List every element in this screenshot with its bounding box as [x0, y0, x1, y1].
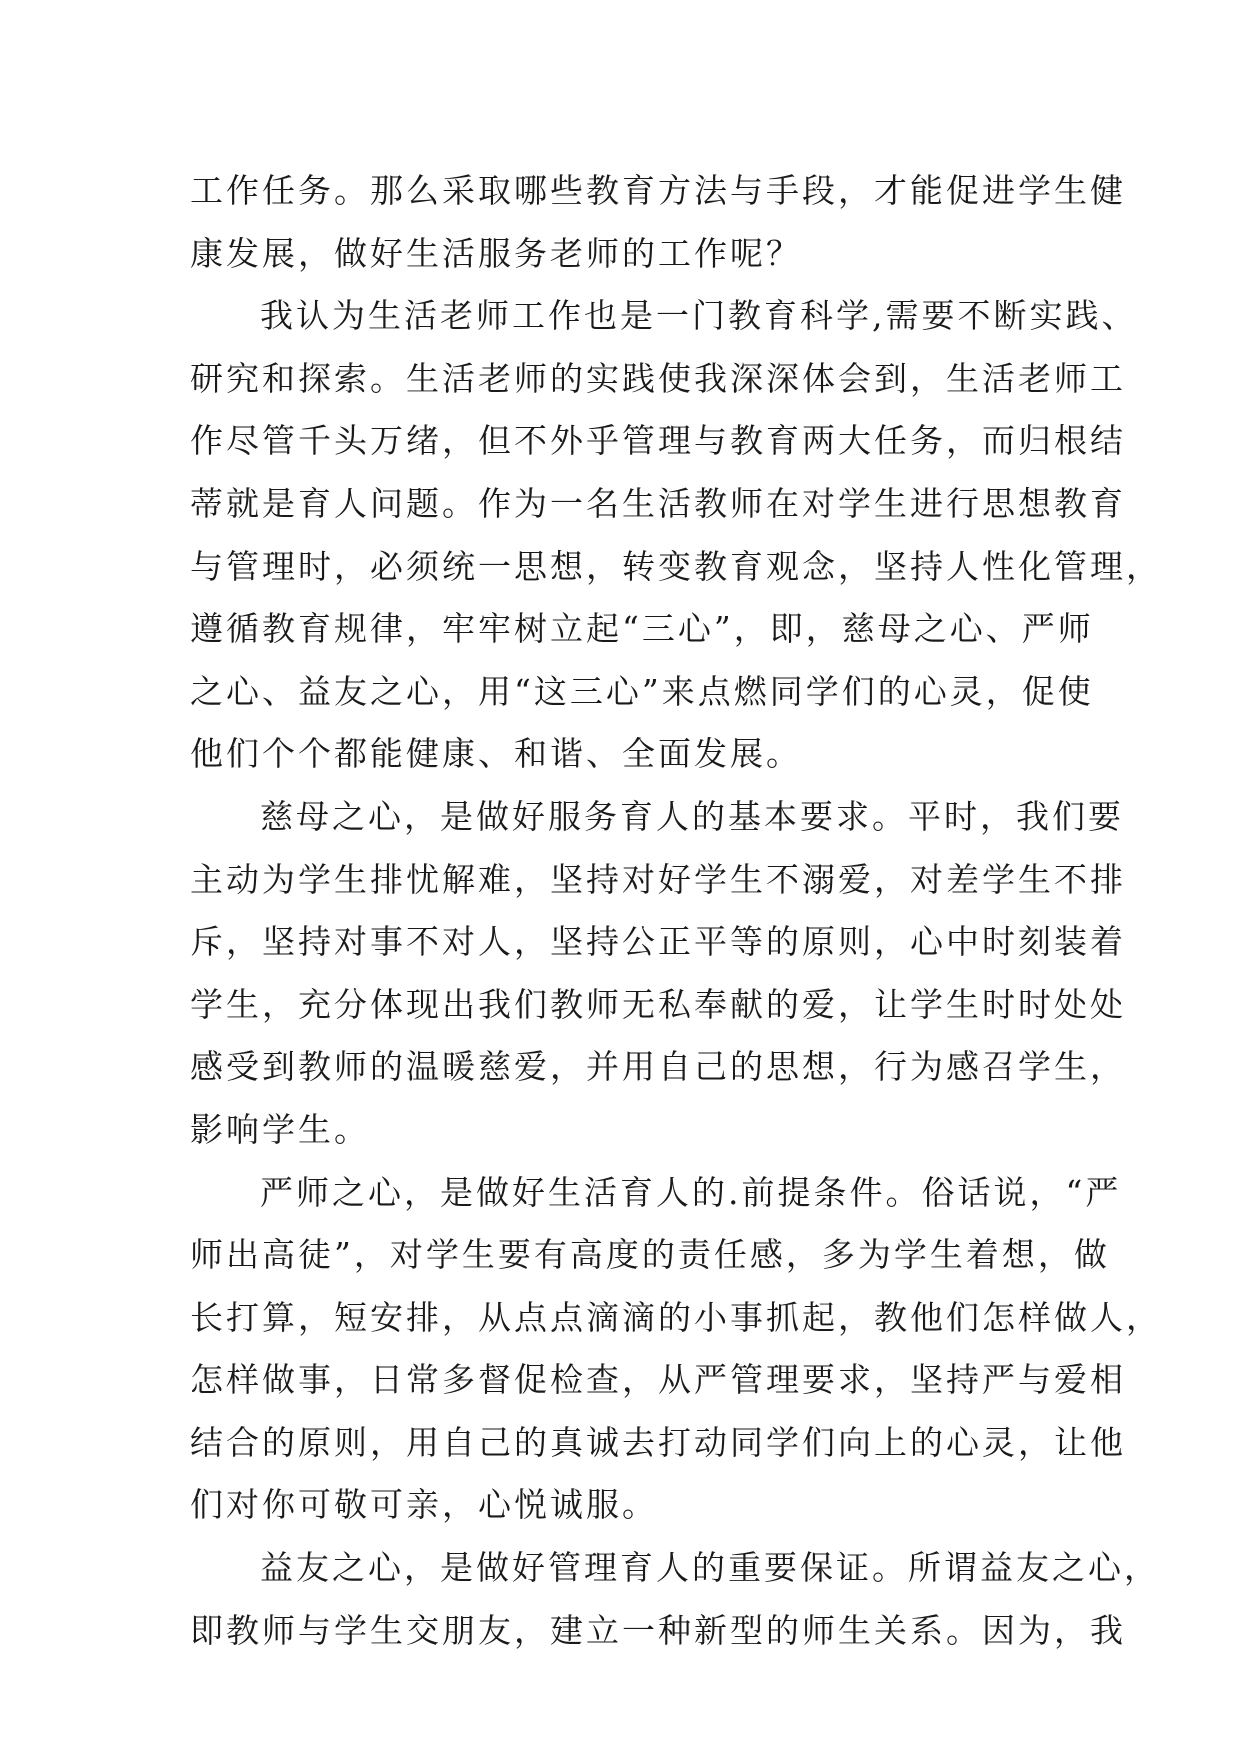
- text-line: 即教师与学生交朋友，建立一种新型的师生关系。因为，我: [190, 1610, 1126, 1650]
- text-line: 长打算，短安排，从点点滴滴的小事抓起，教他们怎样做人，: [190, 1297, 1162, 1337]
- text-line: 感受到教师的温暖慈爱，并用自己的思想，行为感召学生，: [190, 1047, 1126, 1087]
- text-line: 与管理时，必须统一思想，转变教育观念，坚持人性化管理，: [190, 546, 1162, 586]
- text-line: 们对你可敬可亲，心悦诚服。: [190, 1485, 658, 1525]
- text-line: 研究和探索。生活老师的实践使我深深体会到，生活老师工: [190, 358, 1126, 398]
- paragraph-first-line: 慈母之心，是做好服务育人的基本要求。平时，我们要: [260, 796, 1124, 836]
- text-line: 学生，充分体现出我们教师无私奉献的爱，让学生时时处处: [190, 984, 1126, 1024]
- text-line: 主动为学生排忧解难，坚持对好学生不溺爱，对差学生不排: [190, 859, 1126, 899]
- text-line: 怎样做事，日常多督促检查，从严管理要求，坚持严与爱相: [190, 1360, 1126, 1400]
- text-line: 作尽管千头万绪，但不外乎管理与教育两大任务，而归根结: [190, 421, 1126, 461]
- text-line: 蒂就是育人问题。作为一名生活教师在对学生进行思想教育: [190, 483, 1126, 523]
- text-line: 他们个个都能健康、和谐、全面发展。: [190, 734, 802, 774]
- text-line: 工作任务。那么采取哪些教育方法与手段，才能促进学生健: [190, 171, 1126, 210]
- paragraph-first-line: 益友之心，是做好管理育人的重要保证。所谓益友之心，: [260, 1548, 1160, 1588]
- paragraph-first-line: 严师之心，是做好生活育人的.前提条件。俗话说，“严: [260, 1172, 1122, 1212]
- text-line: 结合的原则，用自己的真诚去打动同学们向上的心灵，让他: [190, 1422, 1126, 1462]
- document-body: [190, 160, 1162, 1662]
- text-line: 影响学生。: [190, 1109, 370, 1149]
- paragraph-first-line: 我认为生活老师工作也是一门教育科学,需要不断实践、: [260, 296, 1138, 336]
- text-line: 斥，坚持对事不对人，坚持公正平等的原则，心中时刻装着: [190, 922, 1126, 962]
- text-line: 师出高徒”，对学生要有高度的责任感，多为学生着想，做: [190, 1235, 1110, 1275]
- text-line: 之心、益友之心，用“这三心”来点燃同学们的心灵，促使: [190, 671, 1094, 711]
- text-line: 遵循教育规律，牢牢树立起“三心”，即，慈母之心、严师: [190, 609, 1094, 649]
- text-line: 康发展，做好生活服务老师的工作呢？: [190, 233, 802, 273]
